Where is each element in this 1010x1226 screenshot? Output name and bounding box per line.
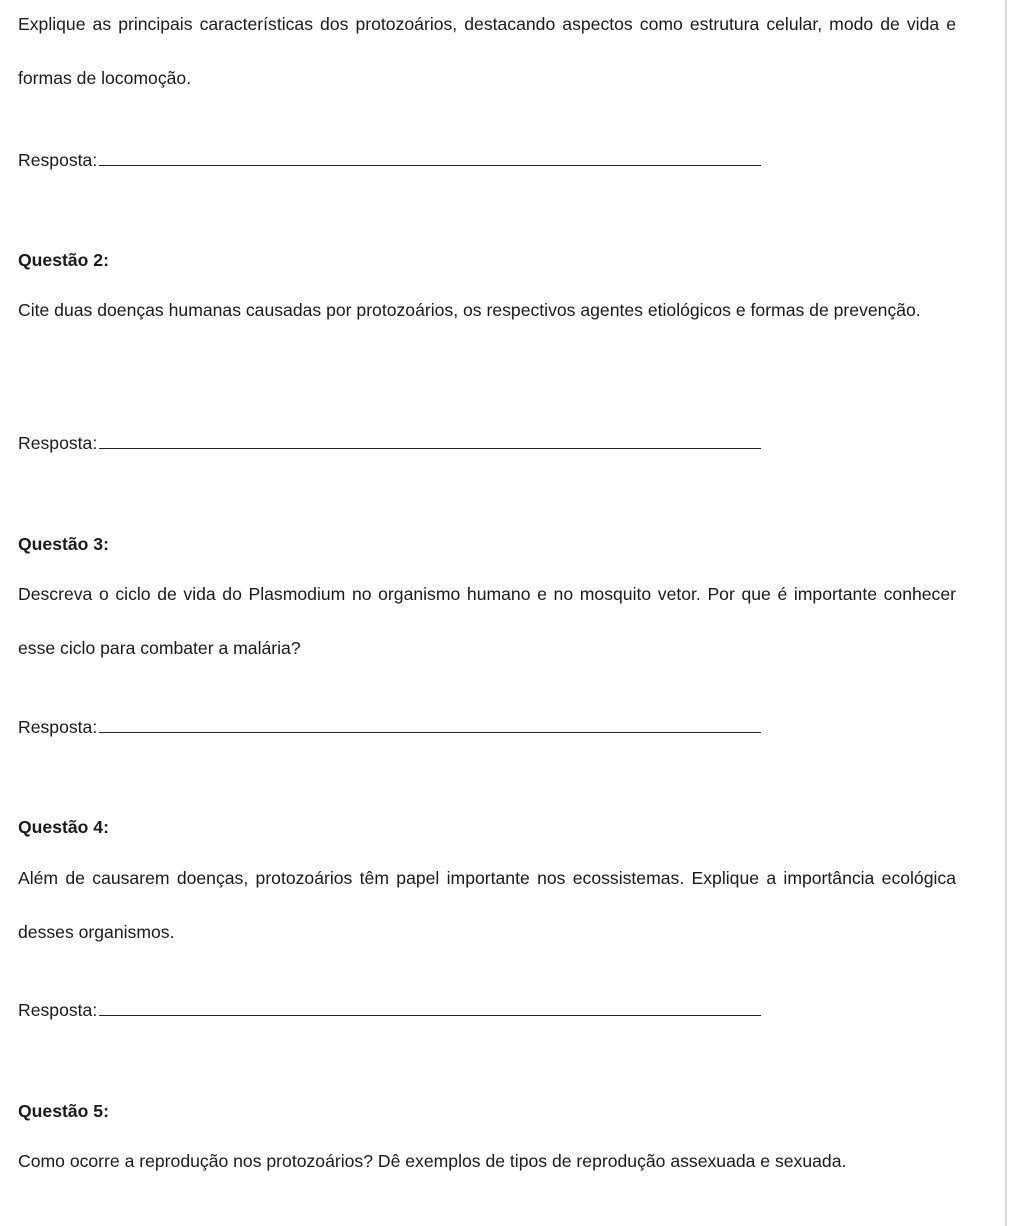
question-2-title: Questão 2: <box>18 250 109 270</box>
question-3-text: Descreva o ciclo de vida do Plasmodium no organismo humano e no mosquito vetor. Por que é importante conhecer esse ciclo para combater a malária? <box>18 584 956 658</box>
question-4-text: Além de causarem doenças, protozoários têm papel importante nos ecossistemas. Explique a importância ecológica desses organismos. <box>18 868 956 942</box>
question-4-answer[interactable] <box>18 1000 761 1021</box>
answer-label: Resposta: <box>18 1000 98 1020</box>
answer-line[interactable] <box>99 1001 761 1016</box>
question-1-text: Explique as principais características dos protozoários, destacando aspectos como estrutura celular, modo de vida e formas de locomoção. <box>18 14 956 88</box>
question-1-answer[interactable] <box>18 150 761 171</box>
page-edge-divider <box>1005 0 1007 1226</box>
question-3-title: Questão 3: <box>18 534 109 554</box>
answer-label: Resposta: <box>18 433 98 453</box>
question-5-text: Como ocorre a reprodução nos protozoários? Dê exemplos de tipos de reprodução assexuada e sexuada. <box>18 1151 847 1171</box>
answer-line[interactable] <box>99 718 761 733</box>
answer-label: Resposta: <box>18 150 98 170</box>
answer-line[interactable] <box>99 434 761 449</box>
question-5-title: Questão 5: <box>18 1101 109 1121</box>
question-3-answer[interactable] <box>18 717 761 738</box>
question-4-title: Questão 4: <box>18 817 109 837</box>
question-2-answer[interactable] <box>18 433 761 454</box>
answer-line[interactable] <box>99 151 761 166</box>
answer-label: Resposta: <box>18 717 98 737</box>
question-2-text: Cite duas doenças humanas causadas por protozoários, os respectivos agentes etiológicos e formas de prevenção. <box>18 300 921 320</box>
